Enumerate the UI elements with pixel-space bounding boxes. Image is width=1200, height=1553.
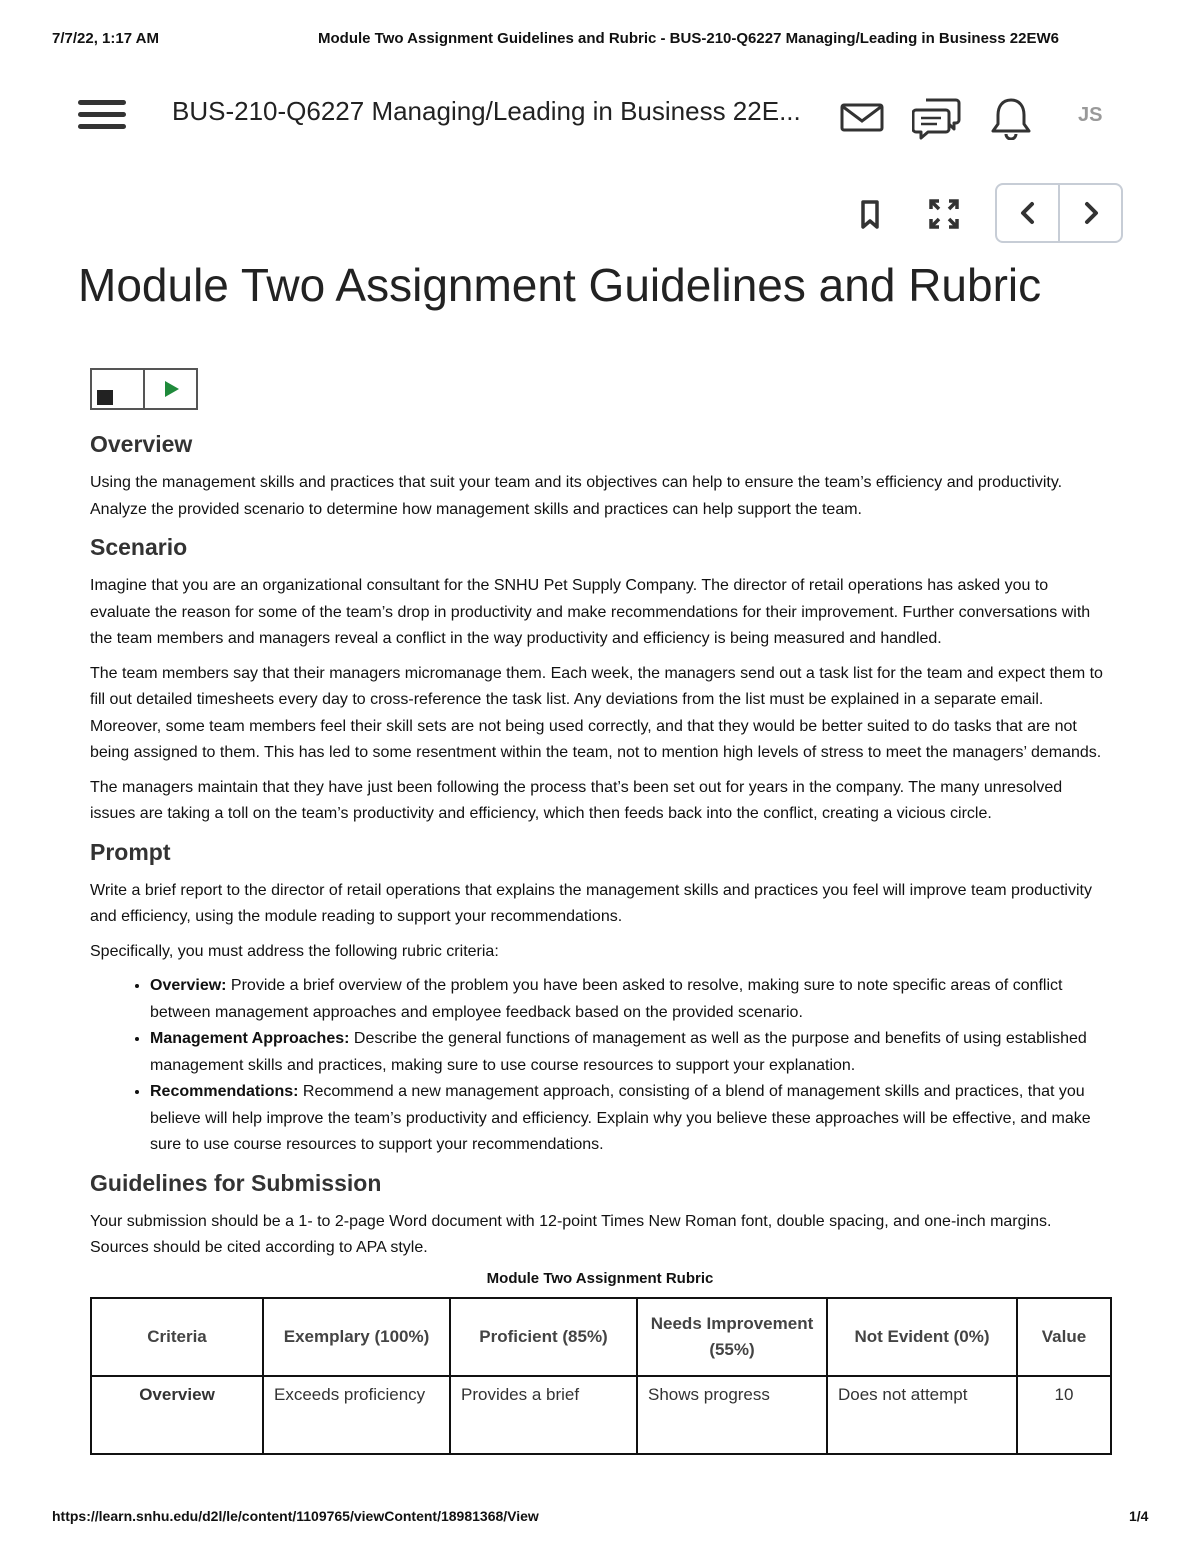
column-header: Criteria [91,1298,263,1376]
list-item [150,973,1110,1026]
rubric-caption: Module Two Assignment Rubric [486,1269,714,1287]
rubric-criteria-list [90,973,1110,1159]
table-cell: Shows progress [637,1376,827,1454]
list-item [150,1079,1110,1159]
prompt-paragraph: Write a brief report to the director of retail operations that explains the management skills and practices you feel will improve team productivity and efficiency, using the module reading to support your recommendations. [90,881,1092,925]
page-title: Module Two Assignment Guidelines and Rubric [78,259,1042,311]
next-topic-button[interactable] [1058,185,1121,241]
list-item-text: Provide a brief overview of the problem you have been asked to resolve, making sure to note specific areas of conflict between management approaches and employee feedback based on the provided scenario. [150,977,1063,1021]
scenario-paragraph: The managers maintain that they have just been following the process that’s been set out for years in the company. The many unresolved issues are taking a toll on the team’s productivity and efficiency, which then feeds back into the conflict, creating a vicious circle. [90,778,1063,822]
user-avatar[interactable]: JS [1078,104,1103,126]
list-item-label: Management Approaches: [150,1030,350,1047]
list-item-text: Describe the general functions of management as well as the purpose and benefits of using established management skills and practices, making sure to use course resources to support your explanation. [150,1030,1087,1074]
course-title[interactable]: BUS-210-Q6227 Managing/Leading in Business 22E... [172,96,801,126]
prompt-heading: Prompt [90,838,171,865]
chevron-right-icon [1080,200,1102,226]
print-url: https://learn.snhu.edu/d2l/le/content/1109765/viewContent/18981368/View [52,1508,539,1524]
table-header-row [91,1298,1111,1376]
column-header: Needs Improvement (55%) [637,1298,827,1376]
list-item-text: Recommend a new management approach, consisting of a blend of management skills and practices, that you believe will help improve the team’s productivity and efficiency. Explain why you believe these approaches will be effective, and make sure to use course resources to support your recommendations. [150,1083,1091,1153]
guidelines-heading: Guidelines for Submission [90,1169,382,1196]
column-header: Not Evident (0%) [827,1298,1017,1376]
rubric-table [90,1297,1112,1455]
bookmark-icon[interactable] [852,196,888,232]
column-header: Proficient (85%) [450,1298,637,1376]
mail-icon[interactable] [838,96,886,138]
topic-navigation [995,183,1123,243]
table-cell: Exceeds proficiency [263,1376,450,1454]
overview-heading: Overview [90,431,193,457]
guidelines-text: Your submission should be a 1- to 2-page Word document with 12-point Times New Roman font, double spacing, and one-inch margins. Sources should be cited according to APA style. [90,1212,1052,1256]
overview-text: Using the management skills and practices that suit your team and its objectives can help to ensure the team’s efficiency and productivity. Analyze the provided scenario to determine how management skills and practices can help support the team. [90,474,1063,518]
previous-topic-button[interactable] [997,185,1058,241]
column-header: Exemplary (100%) [263,1298,450,1376]
prompt-paragraph: Specifically, you must address the following rubric criteria: [90,942,499,960]
scenario-heading: Scenario [90,534,188,560]
list-item-label: Recommendations: [150,1083,299,1100]
hamburger-icon[interactable] [78,100,126,134]
scenario-paragraph: Imagine that you are an organizational consultant for the SNHU Pet Supply Company. The director of retail operations has asked you to evaluate the reason for some of the team’s drop in productivity and make recommendations for their improvement. Further conversations with the team members and managers reveal a conflict in the way productivity and efficiency is being measured and handled. [90,577,1091,647]
stop-icon [97,390,113,405]
print-page-title: Module Two Assignment Guidelines and Rubric - BUS-210-Q6227 Managing/Leading in Business 22EW6 [318,30,1059,47]
list-item-label: Overview: [150,977,227,994]
table-cell: Does not attempt [827,1376,1017,1454]
play-button[interactable] [143,370,196,408]
main-content [90,428,1110,1455]
print-page-number: 1/4 [1129,1508,1149,1524]
table-row [91,1376,1111,1454]
fullscreen-icon[interactable] [926,196,962,232]
stop-button[interactable] [92,370,143,408]
list-item [150,1026,1110,1079]
print-date: 7/7/22, 1:17 AM [52,30,159,47]
table-cell: 10 [1017,1376,1111,1454]
play-icon [160,378,182,400]
chevron-left-icon [1017,200,1039,226]
bell-icon[interactable] [988,96,1036,138]
column-header: Value [1017,1298,1111,1376]
chat-icon[interactable] [912,96,960,138]
table-cell: Provides a brief [450,1376,637,1454]
scenario-paragraph: The team members say that their managers micromanage them. Each week, the managers send out a task list for the team and expect them to fill out detailed timesheets every day to cross-reference the task list. Any deviations from the list must be explained in a separate email. Moreover, some team members feel their skill sets are not being used correctly, and that they would be better suited to do tasks that are not being assigned to them. This has led to some resentment within the team, not to mention high levels of stress to meet the managers’ demands. [90,664,1103,761]
audio-player [90,368,198,410]
table-cell: Overview [91,1376,263,1454]
